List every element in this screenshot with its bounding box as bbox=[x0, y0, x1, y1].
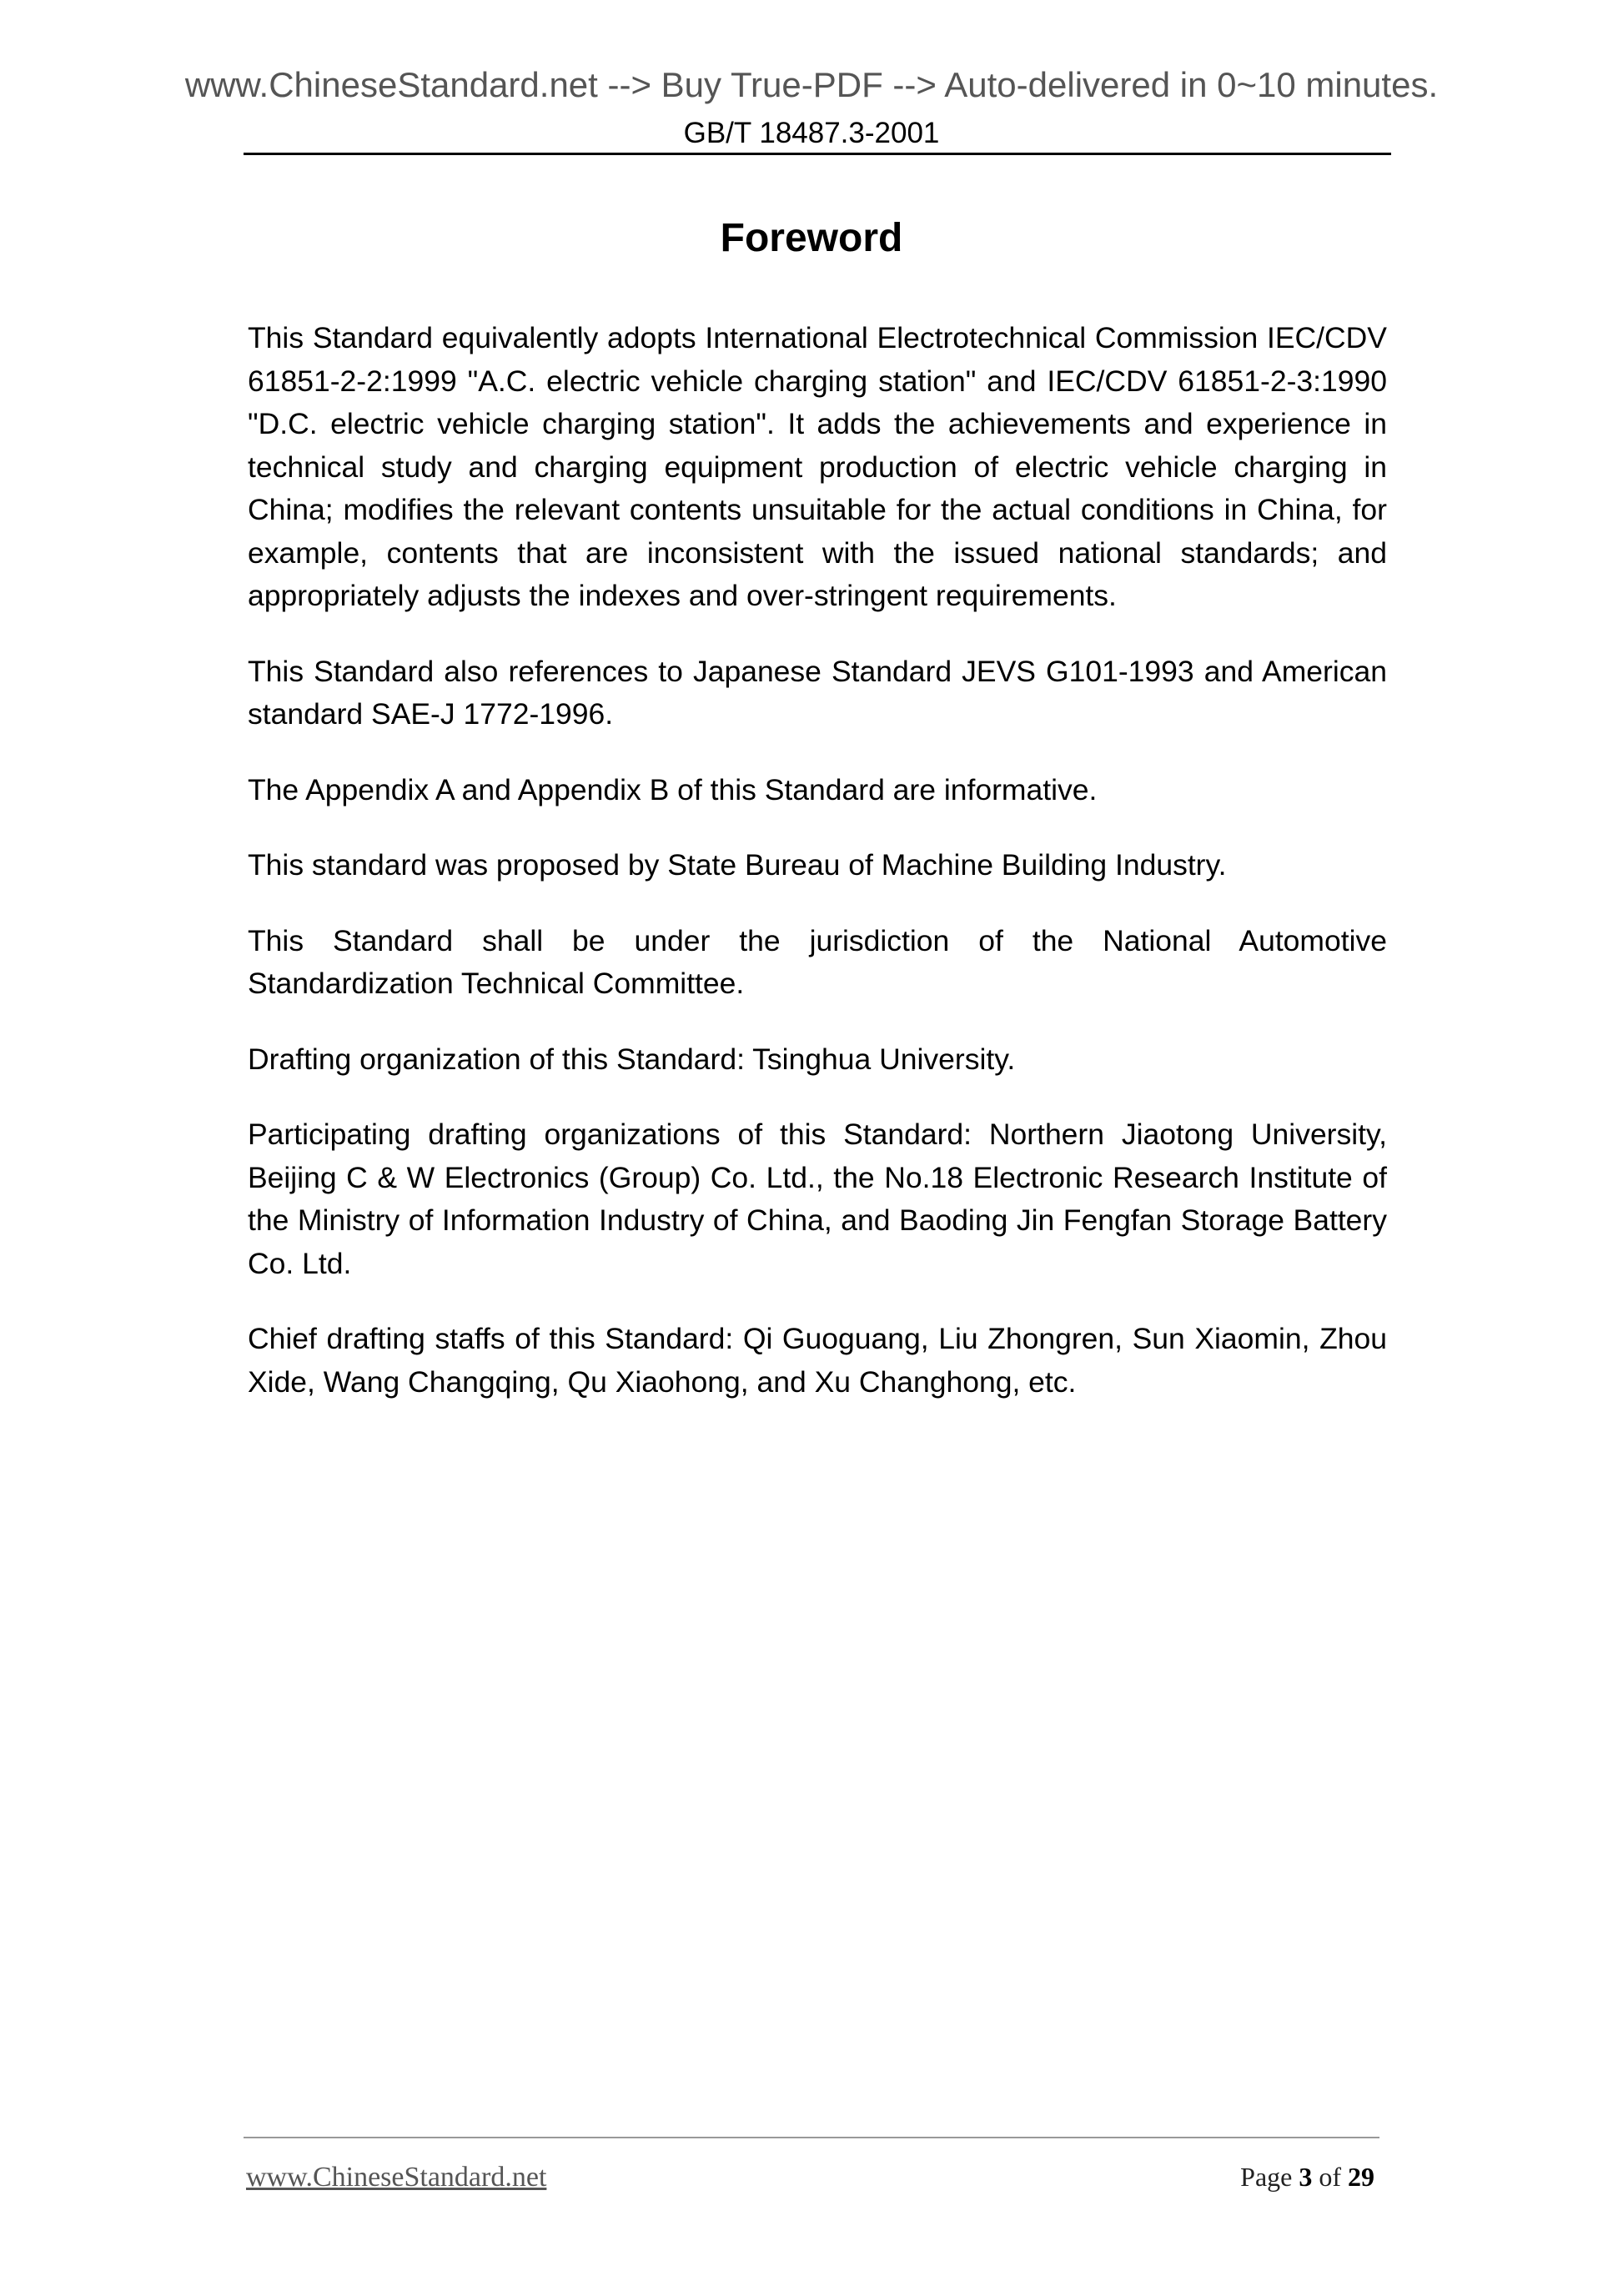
paragraph: Drafting organization of this Standard: Tsinghua University. bbox=[248, 1042, 1016, 1076]
page-of: of bbox=[1319, 2162, 1341, 2192]
document-code: GB/T 18487.3-2001 bbox=[683, 117, 940, 149]
footer-divider bbox=[244, 2137, 1379, 2138]
page-prefix: Page bbox=[1240, 2162, 1293, 2192]
foreword-body bbox=[248, 317, 1387, 1436]
paragraph: This Standard shall be under the jurisdiction of the National Automotive Standardization Technical Committee. bbox=[248, 923, 1387, 1000]
page-title: Foreword bbox=[720, 216, 903, 260]
header-divider bbox=[244, 153, 1391, 155]
page-number bbox=[1240, 2162, 1374, 2193]
footer-website-link[interactable]: www.ChineseStandard.net bbox=[246, 2162, 547, 2193]
paragraph: This Standard also references to Japanese Standard JEVS G101-1993 and American standard SAE-J 1772-1996. bbox=[248, 654, 1387, 731]
top-banner: www.ChineseStandard.net --> Buy True-PDF --> Auto-delivered in 0~10 minutes. bbox=[184, 65, 1439, 104]
paragraph: The Appendix A and Appendix B of this Standard are informative. bbox=[248, 772, 1098, 806]
paragraph: Participating drafting organizations of this Standard: Northern Jiaotong University, Beijing C & W Electronics (Group) Co. Ltd., the No.18 Electronic Research Institute of the Ministry of Information Industry of China, and Baoding Jin Fengfan Storage Battery Co. Ltd. bbox=[248, 1118, 1387, 1280]
paragraph: This Standard equivalently adopts International Electrotechnical Commission IEC/CDV 61851-2-2:1999 "A.C. electric vehicle charging station" and IEC/CDV 61851-2-3:1990 "D.C. electric vehicle charging station". It adds the achievements and experience in technical study and charging equipment production of electric vehicle charging in China; modifies the relevant contents unsuitable for the actual conditions in China, for example, contents that are inconsistent with the issued national standards; and appropriately adjusts the indexes and over-stringent requirements. bbox=[248, 321, 1387, 612]
paragraph: Chief drafting staffs of this Standard: Qi Guoguang, Liu Zhongren, Sun Xiaomin, Zhou Xide, Wang Changqing, Qu Xiaohong, and Xu Changhong, etc. bbox=[248, 1322, 1387, 1399]
paragraph: This standard was proposed by State Bureau of Machine Building Industry. bbox=[248, 848, 1227, 882]
page-current: 3 bbox=[1299, 2162, 1313, 2192]
page-total: 29 bbox=[1348, 2162, 1374, 2192]
